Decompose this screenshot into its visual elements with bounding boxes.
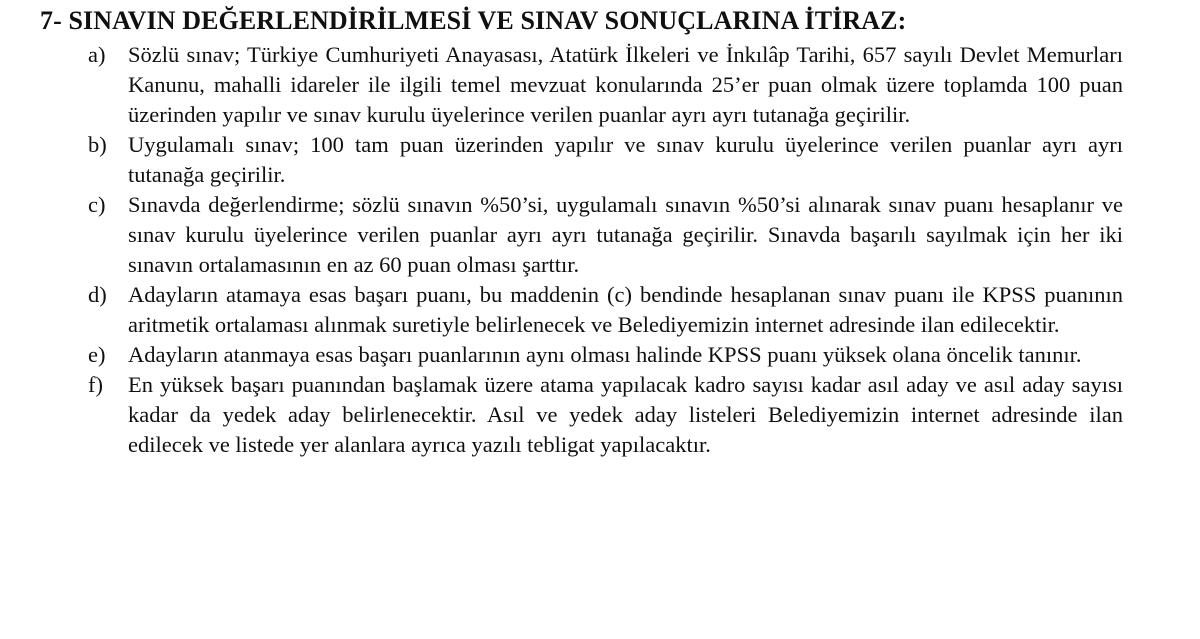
lettered-list <box>0 40 1200 460</box>
list-item-marker: e) <box>88 342 106 367</box>
list-item-marker: f) <box>88 372 103 397</box>
list-item-text: Sınavda değerlendirme; sözlü sınavın %50’si, uygulamalı sınavın %50’si alınarak sınav puanı hesaplanır ve sınav kurulu üyelerince verilen puanlar ayrı ayrı tutanağa geçirilir. Sınavda başarılı sayılmak için her iki sınavın ortalamasının en az 60 puan olması şarttır. <box>128 192 1123 277</box>
list-item-text: Uygulamalı sınav; 100 tam puan üzerinden yapılır ve sınav kurulu üyelerince verilen puanlar ayrı ayrı tutanağa geçirilir. <box>128 132 1123 187</box>
list-item <box>88 280 1123 340</box>
list-item <box>88 130 1123 190</box>
list-item-text: Adayların atamaya esas başarı puanı, bu maddenin (c) bendinde hesaplanan sınav puanı ile KPSS puanının aritmetik ortalaması alınmak suretiyle belirlenecek ve Belediyemizin internet adresinde ilan edilecektir. <box>128 282 1123 337</box>
section-heading: 7- SINAVIN DEĞERLENDİRİLMESİ VE SINAV SONUÇLARINA İTİRAZ: <box>40 6 907 35</box>
list-item <box>88 370 1123 460</box>
list-item-marker: b) <box>88 132 107 157</box>
list-item-marker: a) <box>88 42 106 67</box>
list-item <box>88 190 1123 280</box>
list-item-text: En yüksek başarı puanından başlamak üzere atama yapılacak kadro sayısı kadar asıl aday ve asıl aday sayısı kadar da yedek aday belirlenecektir. Asıl ve yedek aday listeleri Belediyemizin internet adresinde ilan edilecek ve listede yer alanlara ayrıca yazılı tebligat yapılacaktır. <box>128 372 1123 457</box>
list-item <box>88 40 1123 130</box>
list-item-text: Sözlü sınav; Türkiye Cumhuriyeti Anayasası, Atatürk İlkeleri ve İnkılâp Tarihi, 657 sayılı Devlet Memurları Kanunu, mahalli idareler ile ilgili temel mevzuat konularında 25’er puan olmak üzere toplamda 100 puan üzerinden yapılır ve sınav kurulu üyelerince verilen puanlar ayrı ayrı tutanağa geçirilir. <box>128 42 1123 127</box>
list-item-marker: d) <box>88 282 107 307</box>
list-item <box>88 340 1123 370</box>
list-item-text: Adayların atanmaya esas başarı puanlarının aynı olması halinde KPSS puanı yüksek olana öncelik tanınır. <box>128 342 1082 367</box>
list-item-marker: c) <box>88 192 106 217</box>
